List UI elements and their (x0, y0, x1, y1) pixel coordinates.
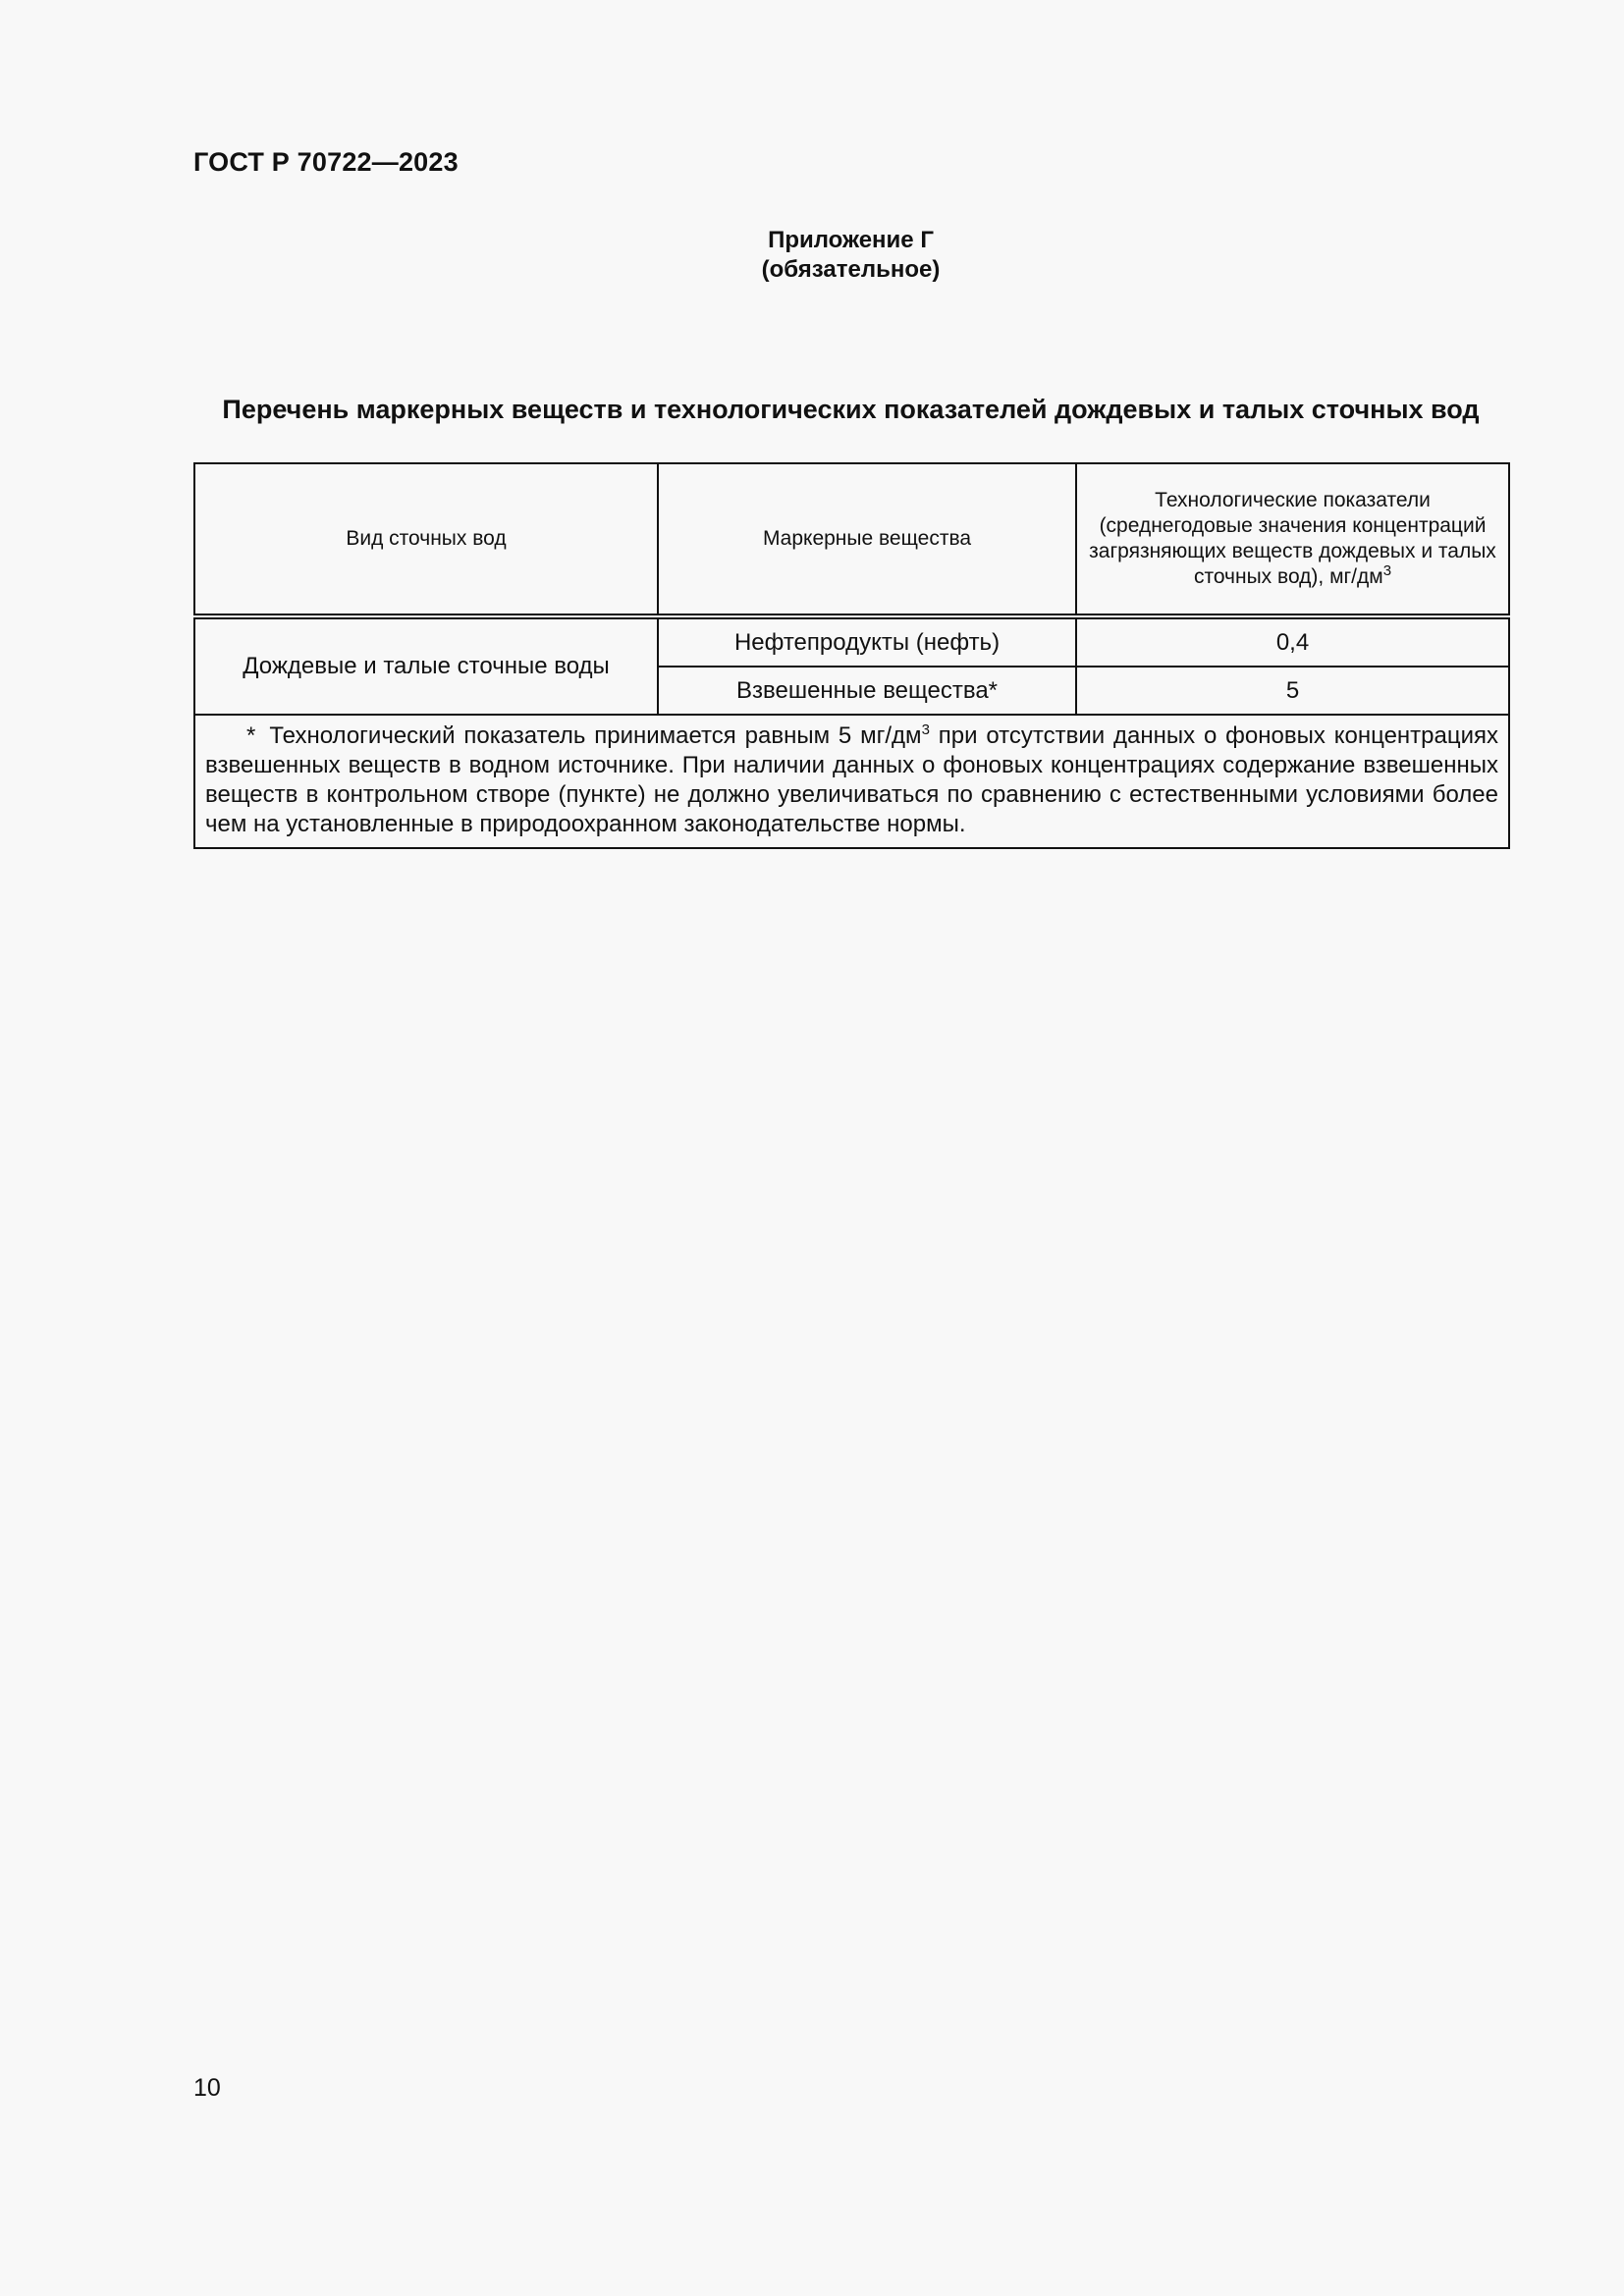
marker-substances-table (193, 462, 1510, 849)
footnote-cell (194, 715, 1509, 848)
header-tech-indicators (1076, 463, 1509, 616)
appendix-status: (обязательное) (761, 256, 941, 283)
footnote-text-end: при отсутствии данных о фоновых концентрациях взвешенных веществ в водном источнике. При наличии данных о фоновых концентрациях содержание взвешенных веществ в контрольном створе (пункте) не должно увеличиваться по сравнению с естественными условиями более чем на установленные в природоохранном законодательстве нормы. (205, 722, 1499, 837)
footnote-marker: * (246, 722, 256, 749)
header-tech-indicators-text: Технологические показатели (среднегодовые значения концентраций загрязняющих веществ дождевых и талых сточных вод), мг/дм (1089, 489, 1496, 588)
appendix-title: Приложение Г (768, 227, 934, 253)
document-code: ГОСТ Р 70722—2023 (193, 147, 459, 177)
footnote-text-start: Технологический показатель принимается равным 5 мг/дм (269, 722, 922, 749)
water-type-cell: Дождевые и талые сточные воды (194, 616, 658, 715)
table-row (194, 616, 1509, 667)
value-cell: 0,4 (1076, 616, 1509, 667)
value-cell: 5 (1076, 667, 1509, 715)
footnote-unit-superscript: 3 (921, 721, 930, 738)
footnote-row (194, 715, 1509, 848)
header-marker-substances: Маркерные вещества (658, 463, 1076, 616)
header-unit-superscript: 3 (1382, 562, 1392, 579)
appendix-heading (193, 226, 1508, 285)
table-header-row (194, 463, 1509, 616)
substance-cell: Взвешенные вещества* (658, 667, 1076, 715)
substance-cell: Нефтепродукты (нефть) (658, 616, 1076, 667)
table-title: Перечень маркерных веществ и технологических показателей дождевых и талых сточных вод (222, 395, 1480, 424)
header-water-type: Вид сточных вод (194, 463, 658, 616)
page-number: 10 (193, 2074, 221, 2102)
